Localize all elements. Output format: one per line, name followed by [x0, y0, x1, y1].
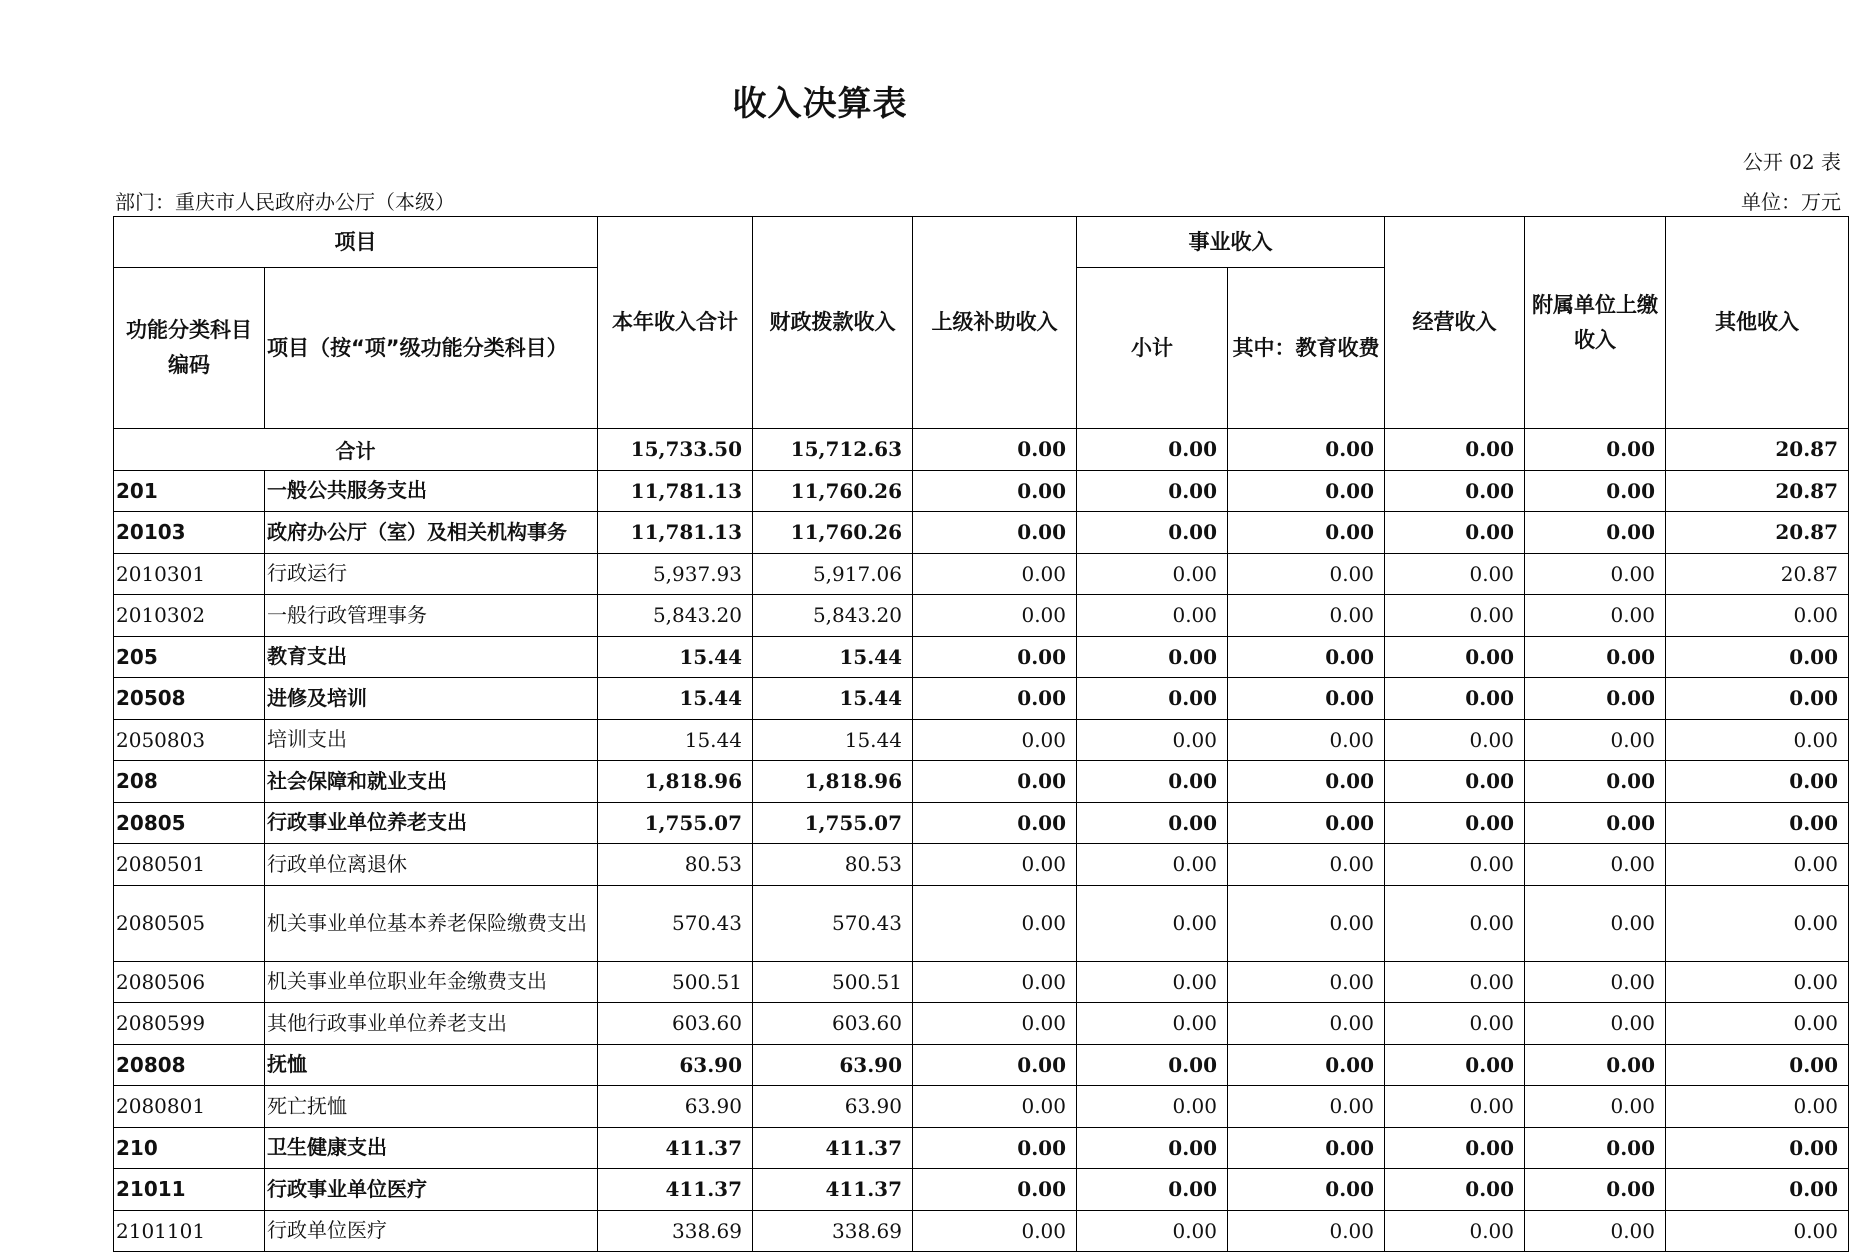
row-value: 0.00	[1077, 1044, 1228, 1086]
row-value: 0.00	[1228, 553, 1385, 595]
row-value: 500.51	[598, 961, 753, 1003]
row-code: 20508	[114, 678, 265, 720]
row-value: 15.44	[598, 678, 753, 720]
row-value: 0.00	[1228, 470, 1385, 512]
table-row	[114, 553, 1849, 595]
header-business: 事业收入	[1077, 217, 1385, 268]
header-code: 功能分类科目编码	[114, 268, 265, 429]
row-value: 80.53	[598, 844, 753, 886]
row-value: 0.00	[1385, 1169, 1525, 1211]
row-value: 5,843.20	[753, 595, 913, 637]
row-value: 0.00	[1666, 844, 1849, 886]
row-value: 0.00	[1666, 678, 1849, 720]
row-value: 0.00	[1385, 470, 1525, 512]
row-code: 2080505	[114, 885, 265, 961]
header-subsidy: 上级补助收入	[913, 217, 1077, 429]
row-value: 0.00	[1228, 595, 1385, 637]
row-value: 0.00	[913, 1127, 1077, 1169]
row-value: 0.00	[1077, 961, 1228, 1003]
row-value: 0.00	[1228, 1044, 1385, 1086]
row-value: 0.00	[1385, 1086, 1525, 1128]
row-name: 卫生健康支出	[265, 1127, 598, 1169]
row-code: 2101101	[114, 1210, 265, 1252]
row-value: 0.00	[1077, 885, 1228, 961]
row-code: 2080506	[114, 961, 265, 1003]
row-value: 0.00	[1228, 678, 1385, 720]
row-name: 行政事业单位医疗	[265, 1169, 598, 1211]
row-value: 1,755.07	[753, 802, 913, 844]
row-value: 0.00	[913, 595, 1077, 637]
page-title: 收入决算表	[732, 84, 908, 124]
row-value: 5,937.93	[598, 553, 753, 595]
row-value: 11,760.26	[753, 470, 913, 512]
row-value: 0.00	[1077, 844, 1228, 886]
row-value: 0.00	[1525, 1127, 1666, 1169]
total-value: 15,733.50	[598, 429, 753, 471]
row-value: 0.00	[1666, 961, 1849, 1003]
row-value: 603.60	[598, 1003, 753, 1045]
total-value: 0.00	[1385, 429, 1525, 471]
row-value: 15.44	[598, 719, 753, 761]
total-value: 20.87	[1666, 429, 1849, 471]
row-name: 行政运行	[265, 553, 598, 595]
row-value: 0.00	[1525, 1044, 1666, 1086]
table-row	[114, 1169, 1849, 1211]
row-value: 0.00	[1666, 1169, 1849, 1211]
row-value: 0.00	[1228, 1127, 1385, 1169]
row-code: 20808	[114, 1044, 265, 1086]
total-row	[114, 429, 1849, 471]
row-value: 63.90	[753, 1044, 913, 1086]
row-value: 0.00	[1666, 761, 1849, 803]
row-value: 0.00	[1666, 719, 1849, 761]
row-code: 2080801	[114, 1086, 265, 1128]
row-value: 0.00	[1077, 761, 1228, 803]
row-value: 0.00	[1228, 961, 1385, 1003]
row-value: 0.00	[1525, 512, 1666, 554]
income-table	[113, 216, 1849, 1252]
row-value: 0.00	[1228, 844, 1385, 886]
header-total: 本年收入合计	[598, 217, 753, 429]
row-value: 0.00	[1385, 961, 1525, 1003]
row-value: 63.90	[753, 1086, 913, 1128]
row-value: 0.00	[1385, 553, 1525, 595]
row-value: 0.00	[1077, 1210, 1228, 1252]
row-code: 210	[114, 1127, 265, 1169]
table-row	[114, 512, 1849, 554]
table-row	[114, 1044, 1849, 1086]
row-value: 0.00	[1525, 1086, 1666, 1128]
row-value: 0.00	[913, 678, 1077, 720]
row-value: 0.00	[1228, 636, 1385, 678]
total-value: 0.00	[1077, 429, 1228, 471]
row-value: 0.00	[1525, 719, 1666, 761]
table-row	[114, 1086, 1849, 1128]
row-value: 0.00	[913, 844, 1077, 886]
row-name: 教育支出	[265, 636, 598, 678]
total-value: 0.00	[1525, 429, 1666, 471]
row-value: 411.37	[753, 1127, 913, 1169]
total-label: 合计	[114, 429, 598, 471]
row-value: 0.00	[913, 512, 1077, 554]
table-row	[114, 761, 1849, 803]
row-value: 0.00	[1525, 961, 1666, 1003]
row-value: 0.00	[1077, 719, 1228, 761]
row-value: 20.87	[1666, 512, 1849, 554]
row-value: 0.00	[913, 1086, 1077, 1128]
row-value: 0.00	[1525, 844, 1666, 886]
row-value: 0.00	[913, 802, 1077, 844]
total-value: 15,712.63	[753, 429, 913, 471]
row-name: 社会保障和就业支出	[265, 761, 598, 803]
row-name: 死亡抚恤	[265, 1086, 598, 1128]
row-value: 0.00	[1385, 761, 1525, 803]
row-value: 0.00	[1228, 1169, 1385, 1211]
row-value: 0.00	[1666, 636, 1849, 678]
row-code: 2080599	[114, 1003, 265, 1045]
row-value: 0.00	[1385, 885, 1525, 961]
row-code: 2010302	[114, 595, 265, 637]
row-code: 208	[114, 761, 265, 803]
row-value: 0.00	[1525, 553, 1666, 595]
row-value: 0.00	[913, 1169, 1077, 1211]
row-value: 0.00	[1525, 802, 1666, 844]
row-value: 0.00	[913, 885, 1077, 961]
row-code: 2010301	[114, 553, 265, 595]
table-row	[114, 802, 1849, 844]
row-value: 1,755.07	[598, 802, 753, 844]
row-name: 一般公共服务支出	[265, 470, 598, 512]
row-value: 0.00	[1228, 761, 1385, 803]
row-value: 0.00	[1077, 1169, 1228, 1211]
row-value: 0.00	[1525, 470, 1666, 512]
row-name: 政府办公厅（室）及相关机构事务	[265, 512, 598, 554]
row-value: 80.53	[753, 844, 913, 886]
row-value: 570.43	[753, 885, 913, 961]
row-value: 15.44	[753, 719, 913, 761]
table-row	[114, 595, 1849, 637]
row-value: 570.43	[598, 885, 753, 961]
row-name: 进修及培训	[265, 678, 598, 720]
row-value: 11,781.13	[598, 470, 753, 512]
row-value: 5,917.06	[753, 553, 913, 595]
row-value: 63.90	[598, 1044, 753, 1086]
form-number: 公开 02 表	[1742, 150, 1841, 174]
row-value: 0.00	[1077, 1003, 1228, 1045]
row-value: 20.87	[1666, 553, 1849, 595]
row-value: 15.44	[753, 678, 913, 720]
row-value: 0.00	[913, 761, 1077, 803]
row-value: 0.00	[1077, 595, 1228, 637]
row-code: 201	[114, 470, 265, 512]
row-value: 0.00	[1077, 636, 1228, 678]
header-subtotal: 小计	[1077, 268, 1228, 429]
row-value: 0.00	[1385, 1044, 1525, 1086]
row-name: 机关事业单位基本养老保险缴费支出	[265, 885, 598, 961]
total-value: 0.00	[1228, 429, 1385, 471]
row-value: 411.37	[598, 1169, 753, 1211]
row-value: 0.00	[1077, 470, 1228, 512]
header-name: 项目（按“项”级功能分类科目）	[265, 268, 598, 429]
row-code: 205	[114, 636, 265, 678]
row-value: 0.00	[1525, 885, 1666, 961]
department-label: 部门：重庆市人民政府办公厅（本级）	[115, 190, 455, 214]
row-value: 338.69	[598, 1210, 753, 1252]
row-value: 0.00	[1525, 761, 1666, 803]
row-value: 0.00	[913, 719, 1077, 761]
row-code: 2050803	[114, 719, 265, 761]
row-value: 0.00	[1077, 553, 1228, 595]
header-operating: 经营收入	[1385, 217, 1525, 429]
row-value: 0.00	[1228, 802, 1385, 844]
row-value: 338.69	[753, 1210, 913, 1252]
row-value: 0.00	[1077, 1127, 1228, 1169]
table-row	[114, 719, 1849, 761]
table-row	[114, 470, 1849, 512]
row-value: 0.00	[1385, 1127, 1525, 1169]
row-value: 0.00	[1077, 512, 1228, 554]
row-code: 21011	[114, 1169, 265, 1211]
row-value: 0.00	[1077, 1086, 1228, 1128]
unit-label: 单位：万元	[1741, 190, 1841, 214]
table-row	[114, 636, 1849, 678]
row-value: 603.60	[753, 1003, 913, 1045]
row-value: 0.00	[1666, 1044, 1849, 1086]
row-name: 其他行政事业单位养老支出	[265, 1003, 598, 1045]
header-other: 其他收入	[1666, 217, 1849, 429]
row-code: 2080501	[114, 844, 265, 886]
row-value: 411.37	[753, 1169, 913, 1211]
row-value: 0.00	[1228, 512, 1385, 554]
row-value: 0.00	[1525, 636, 1666, 678]
header-affiliated: 附属单位上缴收入	[1525, 217, 1666, 429]
row-value: 0.00	[1525, 678, 1666, 720]
row-value: 0.00	[1666, 595, 1849, 637]
row-value: 0.00	[1385, 636, 1525, 678]
row-value: 0.00	[1228, 1003, 1385, 1045]
row-value: 0.00	[1666, 802, 1849, 844]
table-row	[114, 1210, 1849, 1252]
row-name: 抚恤	[265, 1044, 598, 1086]
header-fiscal: 财政拨款收入	[753, 217, 913, 429]
row-value: 0.00	[913, 636, 1077, 678]
row-name: 机关事业单位职业年金缴费支出	[265, 961, 598, 1003]
row-code: 20103	[114, 512, 265, 554]
row-code: 20805	[114, 802, 265, 844]
row-value: 5,843.20	[598, 595, 753, 637]
table-row	[114, 844, 1849, 886]
row-value: 411.37	[598, 1127, 753, 1169]
row-value: 15.44	[598, 636, 753, 678]
row-value: 15.44	[753, 636, 913, 678]
row-value: 0.00	[1228, 1210, 1385, 1252]
row-value: 0.00	[1385, 844, 1525, 886]
row-value: 0.00	[1228, 1086, 1385, 1128]
row-value: 0.00	[1525, 1169, 1666, 1211]
row-value: 0.00	[1385, 1210, 1525, 1252]
row-value: 0.00	[913, 553, 1077, 595]
row-value: 0.00	[1385, 512, 1525, 554]
row-value: 0.00	[1077, 678, 1228, 720]
row-value: 0.00	[1385, 595, 1525, 637]
row-value: 0.00	[1385, 719, 1525, 761]
row-value: 0.00	[1077, 802, 1228, 844]
table-row	[114, 678, 1849, 720]
table-row	[114, 885, 1849, 961]
row-value: 0.00	[913, 470, 1077, 512]
row-value: 500.51	[753, 961, 913, 1003]
row-value: 0.00	[1228, 885, 1385, 961]
row-value: 0.00	[1385, 802, 1525, 844]
row-value: 0.00	[913, 1003, 1077, 1045]
row-value: 1,818.96	[753, 761, 913, 803]
row-value: 0.00	[1666, 1127, 1849, 1169]
header-edu-fee: 其中：教育收费	[1228, 268, 1385, 429]
table-row	[114, 961, 1849, 1003]
row-value: 0.00	[1525, 1003, 1666, 1045]
row-value: 11,781.13	[598, 512, 753, 554]
row-value: 0.00	[1525, 1210, 1666, 1252]
row-value: 0.00	[1666, 1003, 1849, 1045]
row-name: 一般行政管理事务	[265, 595, 598, 637]
row-value: 0.00	[913, 1210, 1077, 1252]
row-value: 1,818.96	[598, 761, 753, 803]
row-value: 0.00	[913, 1044, 1077, 1086]
row-value: 0.00	[1385, 678, 1525, 720]
table-row	[114, 1127, 1849, 1169]
row-value: 0.00	[1666, 1210, 1849, 1252]
row-value: 63.90	[598, 1086, 753, 1128]
row-value: 0.00	[1228, 719, 1385, 761]
row-name: 培训支出	[265, 719, 598, 761]
row-value: 0.00	[1666, 1086, 1849, 1128]
row-value: 0.00	[913, 961, 1077, 1003]
row-name: 行政单位医疗	[265, 1210, 598, 1252]
row-name: 行政单位离退休	[265, 844, 598, 886]
total-value: 0.00	[913, 429, 1077, 471]
row-value: 20.87	[1666, 470, 1849, 512]
row-value: 0.00	[1525, 595, 1666, 637]
row-value: 0.00	[1666, 885, 1849, 961]
row-value: 0.00	[1385, 1003, 1525, 1045]
table-row	[114, 1003, 1849, 1045]
row-value: 11,760.26	[753, 512, 913, 554]
row-name: 行政事业单位养老支出	[265, 802, 598, 844]
header-item: 项目	[114, 217, 598, 268]
